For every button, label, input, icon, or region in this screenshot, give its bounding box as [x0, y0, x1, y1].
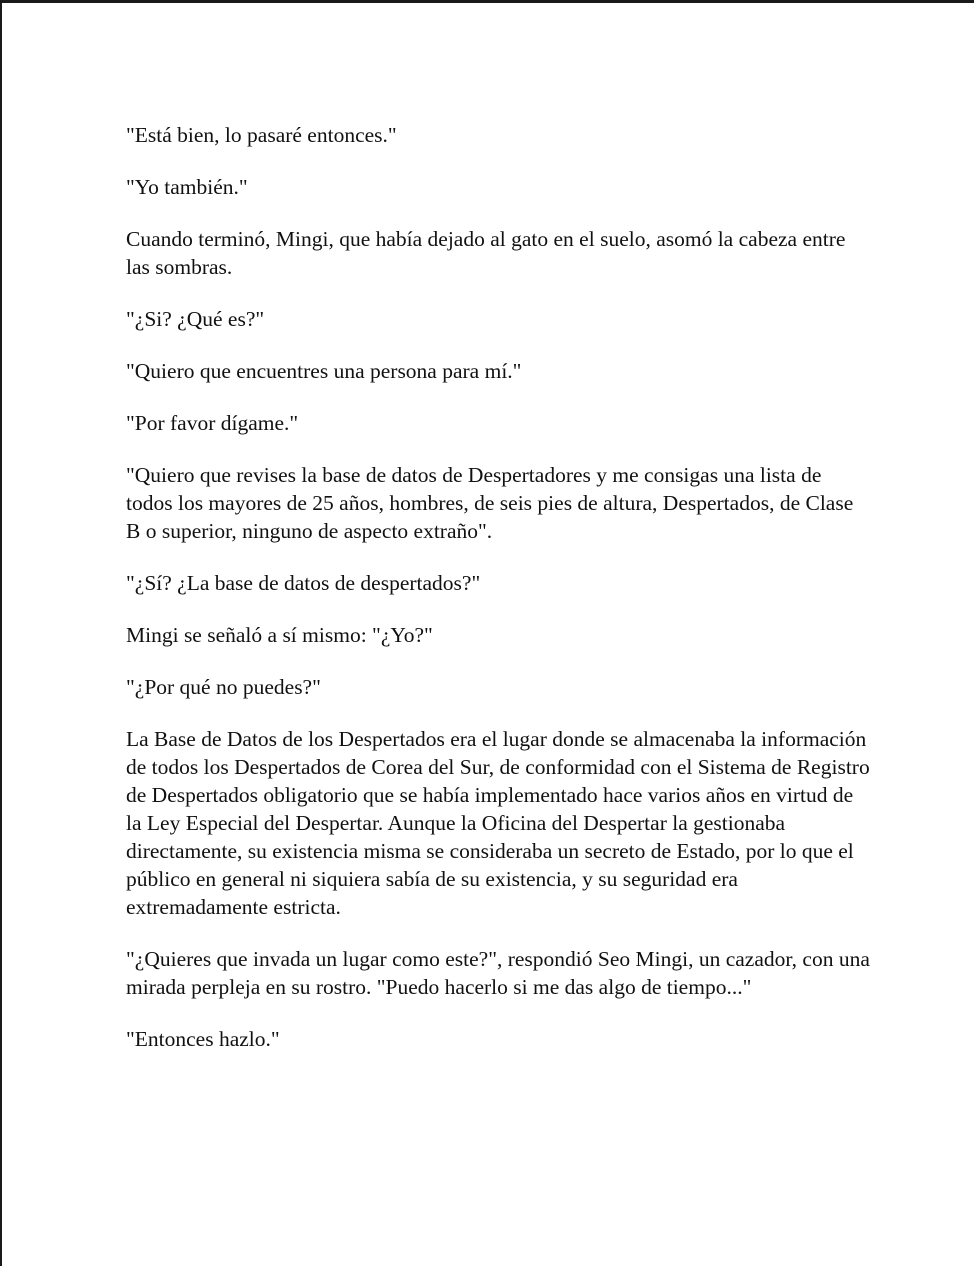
paragraph: "Está bien, lo pasaré entonces.": [126, 123, 397, 147]
paragraph: "¿Por qué no puedes?": [126, 675, 321, 699]
paragraph: Cuando terminó, Mingi, que había dejado al gato en el suelo, asomó la cabeza entre las sombras.: [126, 227, 846, 279]
paragraph: "¿Sí? ¿La base de datos de despertados?": [126, 571, 481, 595]
paragraph: "Quiero que encuentres una persona para mí.": [126, 359, 522, 383]
paragraph: "¿Quieres que invada un lugar como este?", respondió Seo Mingi, un cazador, con una mirada perpleja en su rostro. "Puedo hacerlo si me das algo de tiempo...": [126, 947, 870, 999]
paragraph: "Por favor dígame.": [126, 411, 299, 435]
document-body: [126, 121, 871, 1077]
paragraph: Mingi se señaló a sí mismo: "¿Yo?": [126, 623, 433, 647]
paragraph: "Entonces hazlo.": [126, 1027, 280, 1051]
paragraph: "Quiero que revises la base de datos de Despertadores y me consigas una lista de todos los mayores de 25 años, hombres, de seis pies de altura, Despertados, de Clase B o superior, ninguno de aspecto extraño".: [126, 463, 854, 543]
paragraph: La Base de Datos de los Despertados era el lugar donde se almacenaba la información de todos los Despertados de Corea del Sur, de conformidad con el Sistema de Registro de Despertados obligatorio que se había implementado hace varios años en virtud de la Ley Especial del Despertar. Aunque la Oficina del Despertar la gestionaba directamente, su existencia misma se consideraba un secreto de Estado, por lo que el público en general ni siquiera sabía de su existencia, y su seguridad era extremadamente estricta.: [126, 727, 870, 919]
paragraph: "Yo también.": [126, 175, 248, 199]
paragraph: "¿Si? ¿Qué es?": [126, 307, 265, 331]
